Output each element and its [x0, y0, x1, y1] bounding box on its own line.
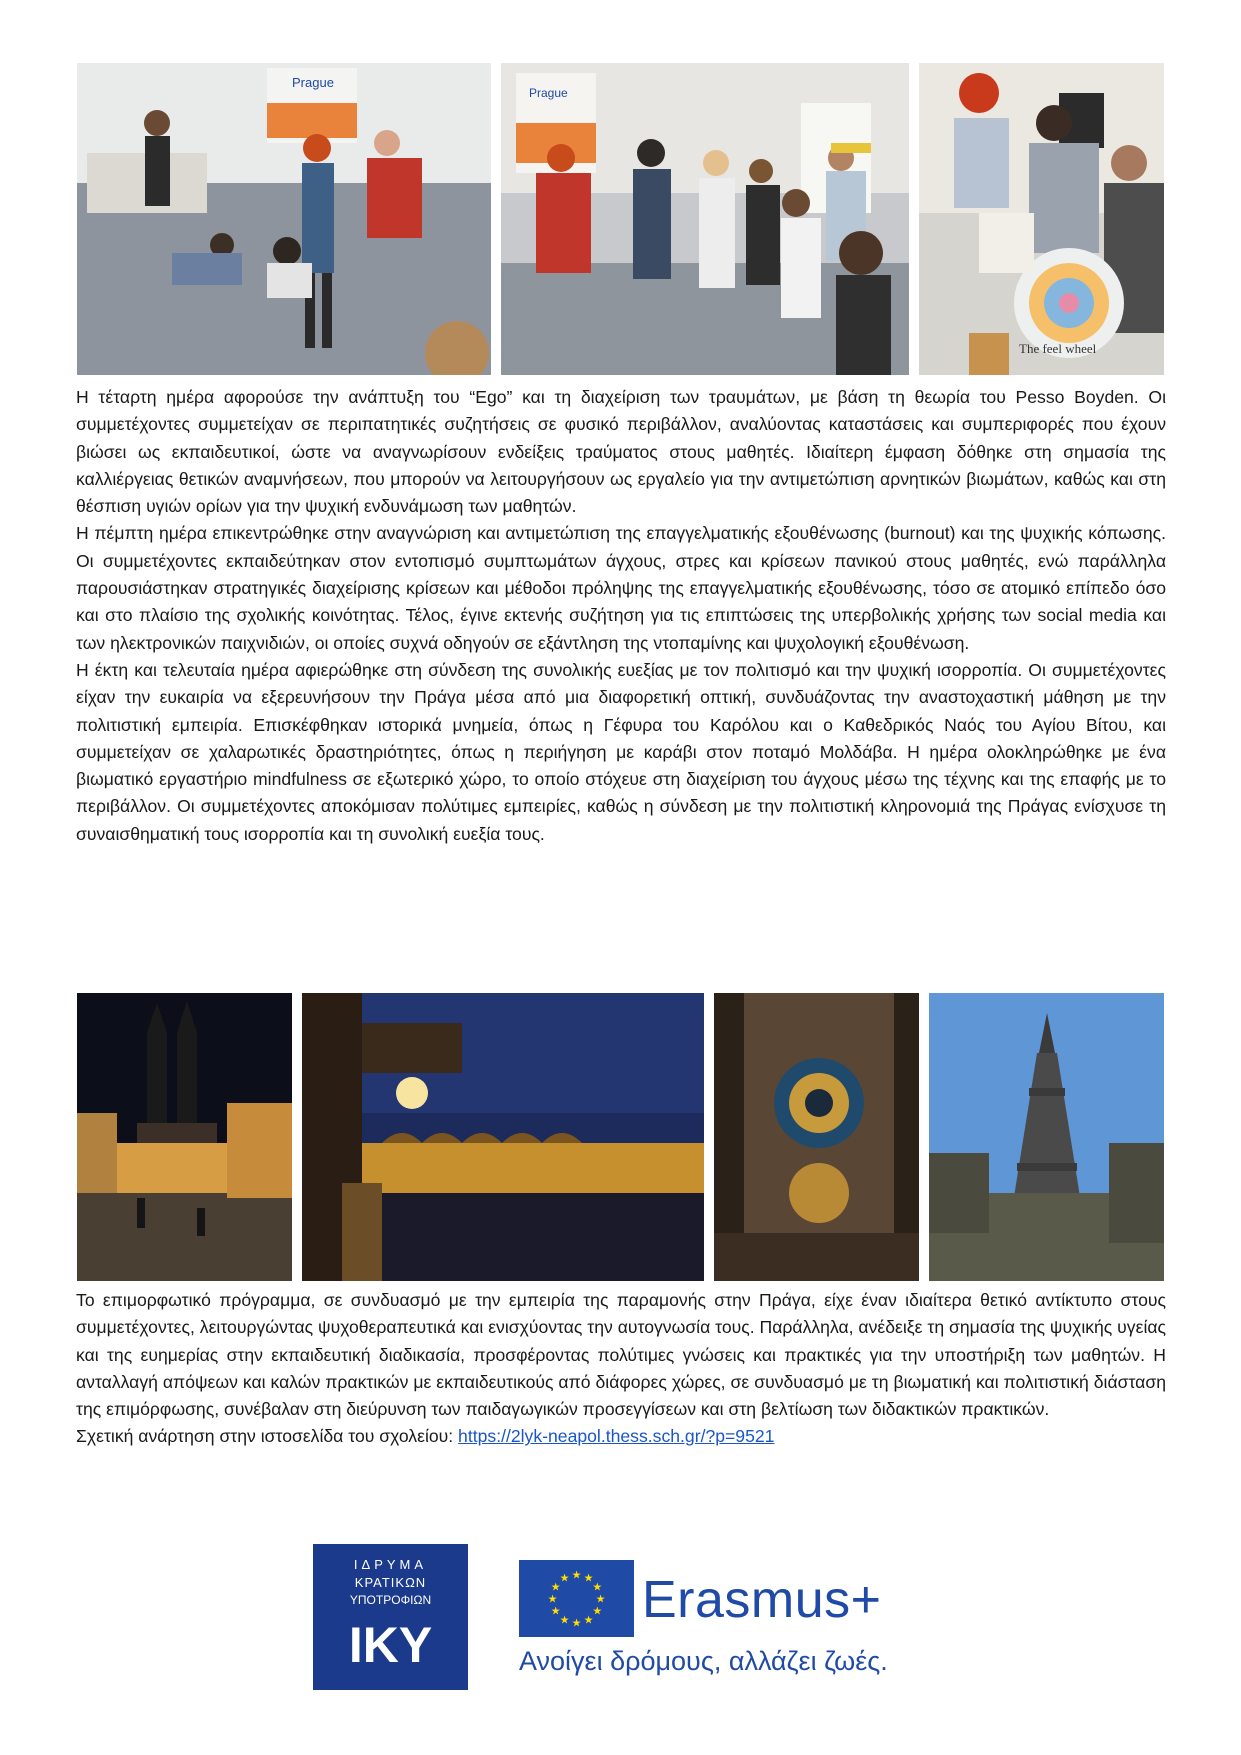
workshop-photo-1 [77, 63, 491, 375]
astronomical-clock-photo [714, 993, 919, 1281]
eu-star-icon: ★ [583, 1572, 594, 1585]
eu-star-icon: ★ [592, 1581, 603, 1594]
erasmus-slogan: Ανοίγει δρόμους, αλλάζει ζωές. [519, 1646, 888, 1676]
closing-paragraph: Το επιμορφωτικό πρόγραμμα, σε συνδυασμό με την εμπειρία της παραμονής στην Πράγα, είχε έναν ιδιαίτερα θετικό αντίκτυπο στους συμμετέχοντες, λειτουργώντας ψυχοθεραπευτικά και ενισχύοντας την αυτογνωσία τους. Παράλληλα, ανέδειξε τη σημασία της ψυχικής υγείας και της ευημερίας στην εκπαιδευτική διαδικασία, προσφέροντας πολύτιμες γνώσεις και πρακτικές για την υποστήριξη των μαθητών. Η ανταλλαγή απόψεων και καλών πρακτικών με εκπαιδευτικούς από διάφορες χώρες, σε συνδυασμό με τη βιωματική και πολιτιστική διάσταση της επιμόρφωσης, συνέβαλαν στη διεύρυνση των παιδαγωγικών προσεγγίσεων και στη βελτίωση των διδακτικών πρακτικών. [76, 1290, 1166, 1420]
closing-text [76, 1287, 1166, 1451]
workshop-photo-2 [501, 63, 909, 375]
old-town-square-photo [77, 993, 292, 1281]
eu-star-icon: ★ [571, 1617, 582, 1630]
erasmus-wordmark: Erasmus+ [642, 1571, 882, 1629]
eu-star-icon: ★ [547, 1593, 558, 1606]
vltava-night-photo [302, 993, 704, 1281]
paragraph-day-four: Η τέταρτη ημέρα αφορούσε την ανάπτυξη του “Ego” και τη διαχείριση των τραυμάτων, με βάση τη θεωρία του Pesso Boyden. Οι συμμετέχοντες συμμετείχαν σε περιπατητικές συζητήσεις σε φυσικό περιβάλλον, αναλύοντας καταστάσεις και συμπεριφορές που έχουν βιώσει ως εκπαιδευτικοί, ώστε να αναγνωρίσουν ενδείξεις τραύματος στους μαθητές. Ιδιαίτερη έμφαση δόθηκε στη σημασία της καλλιέργειας θετικών αναμνήσεων, που μπορούν να λειτουργήσουν ως εργαλείο για την αντιμετώπιση αρνητικών βιωμάτων, καθώς και στη θέσπιση υγιών ορίων για την ψυχική ενδυνάμωση των μαθητών. [76, 387, 1166, 517]
iky-line2: ΚΡΑΤΙΚΩΝ [354, 1575, 427, 1590]
eu-flag-icon [519, 1560, 634, 1637]
eu-star-icon: ★ [583, 1614, 594, 1627]
school-post-link[interactable]: https://2lyk-neapol.thess.sch.gr/?p=9521 [458, 1426, 775, 1447]
eu-star-icon: ★ [559, 1614, 570, 1627]
eu-star-icon: ★ [592, 1605, 603, 1618]
erasmus-logo [519, 1560, 909, 1680]
eu-star-icon: ★ [550, 1605, 561, 1618]
related-post-line [76, 1423, 1166, 1450]
eu-star-icon: ★ [595, 1593, 606, 1606]
paragraph-day-five: Η πέμπτη ημέρα επικεντρώθηκε στην αναγνώριση και αντιμετώπιση της επαγγελματικής εξουθένωσης (burnout) και της ψυχικής κόπωσης. Οι συμμετέχοντες εκπαιδεύτηκαν στον εντοπισμό συμπτωμάτων άγχους, στρες και κρίσεων πανικού στους μαθητές, ενώ παράλληλα παρουσιάστηκαν στρατηγικές διαχείρισης κρίσεων και μέθοδοι πρόληψης της επαγγελματικής εξουθένωσης, τόσο σε ατομικό επίπεδο όσο και στο πλαίσιο της σχολικής κοινότητας. Τέλος, έγινε εκτενής συζήτηση για τις επιπτώσεις της υπερβολικής χρήσης των social media και των ηλεκτρονικών παιχνιδιών, οι οποίες συχνά οδηγούν σε εξάντληση της ντοπαμίνης και ψυχολογική εξουθένωση. [76, 523, 1166, 653]
iky-line3: ΥΠΟΤΡΟΦΙΩΝ [349, 1593, 432, 1607]
body-text [76, 384, 1166, 848]
iky-line1: ΙΔΡΥΜΑ [353, 1557, 428, 1572]
related-post-label: Σχετική ανάρτηση στην ιστοσελίδα του σχολείου: [76, 1426, 459, 1447]
iky-logo [313, 1544, 468, 1690]
feel-wheel-label: The feel wheel [1019, 341, 1097, 356]
workshop-photo-3 [919, 63, 1164, 375]
workshop-sign-1: Prague [292, 75, 334, 90]
eu-star-icon: ★ [571, 1569, 582, 1582]
eu-star-icon: ★ [550, 1581, 561, 1594]
paragraph-day-six: Η έκτη και τελευταία ημέρα αφιερώθηκε στη σύνδεση της συνολικής ευεξίας με τον πολιτισμό και την ψυχική ισορροπία. Οι συμμετέχοντες είχαν την ευκαιρία να εξερευνήσουν την Πράγα μέσα από μια διαφορετική οπτική, συνδυάζοντας την αναστοχαστική μάθηση με την πολιτιστική εμπειρία. Επισκέφθηκαν ιστορικά μνημεία, όπως η Γέφυρα του Καρόλου και ο Καθεδρικός Ναός του Αγίου Βίτου, και συμμετείχαν σε χαλαρωτικές δραστηριότητες, όπως η περιήγηση με καράβι στον ποταμό Μολδάβα. Η ημέρα ολοκληρώθηκε με ένα βιωματικό εργαστήριο mindfulness σε εξωτερικό χώρο, το οποίο στόχευε στη διαχείριση του άγχους μέσω της τέχνης και της επαφής με το περιβάλλον. Οι συμμετέχοντες αποκόμισαν πολύτιμες εμπειρίες, καθώς η σύνδεση με την πολιτιστική κληρονομιά της Πράγας ενίσχυσε τη συναισθηματική τους ισορροπία και τη συνολική ευεξία τους. [76, 659, 1166, 844]
workshop-sign-2: Prague [529, 86, 568, 100]
eu-star-icon: ★ [559, 1572, 570, 1585]
iky-acronym: IKY [348, 1617, 433, 1673]
petrin-tower-photo [929, 993, 1164, 1281]
